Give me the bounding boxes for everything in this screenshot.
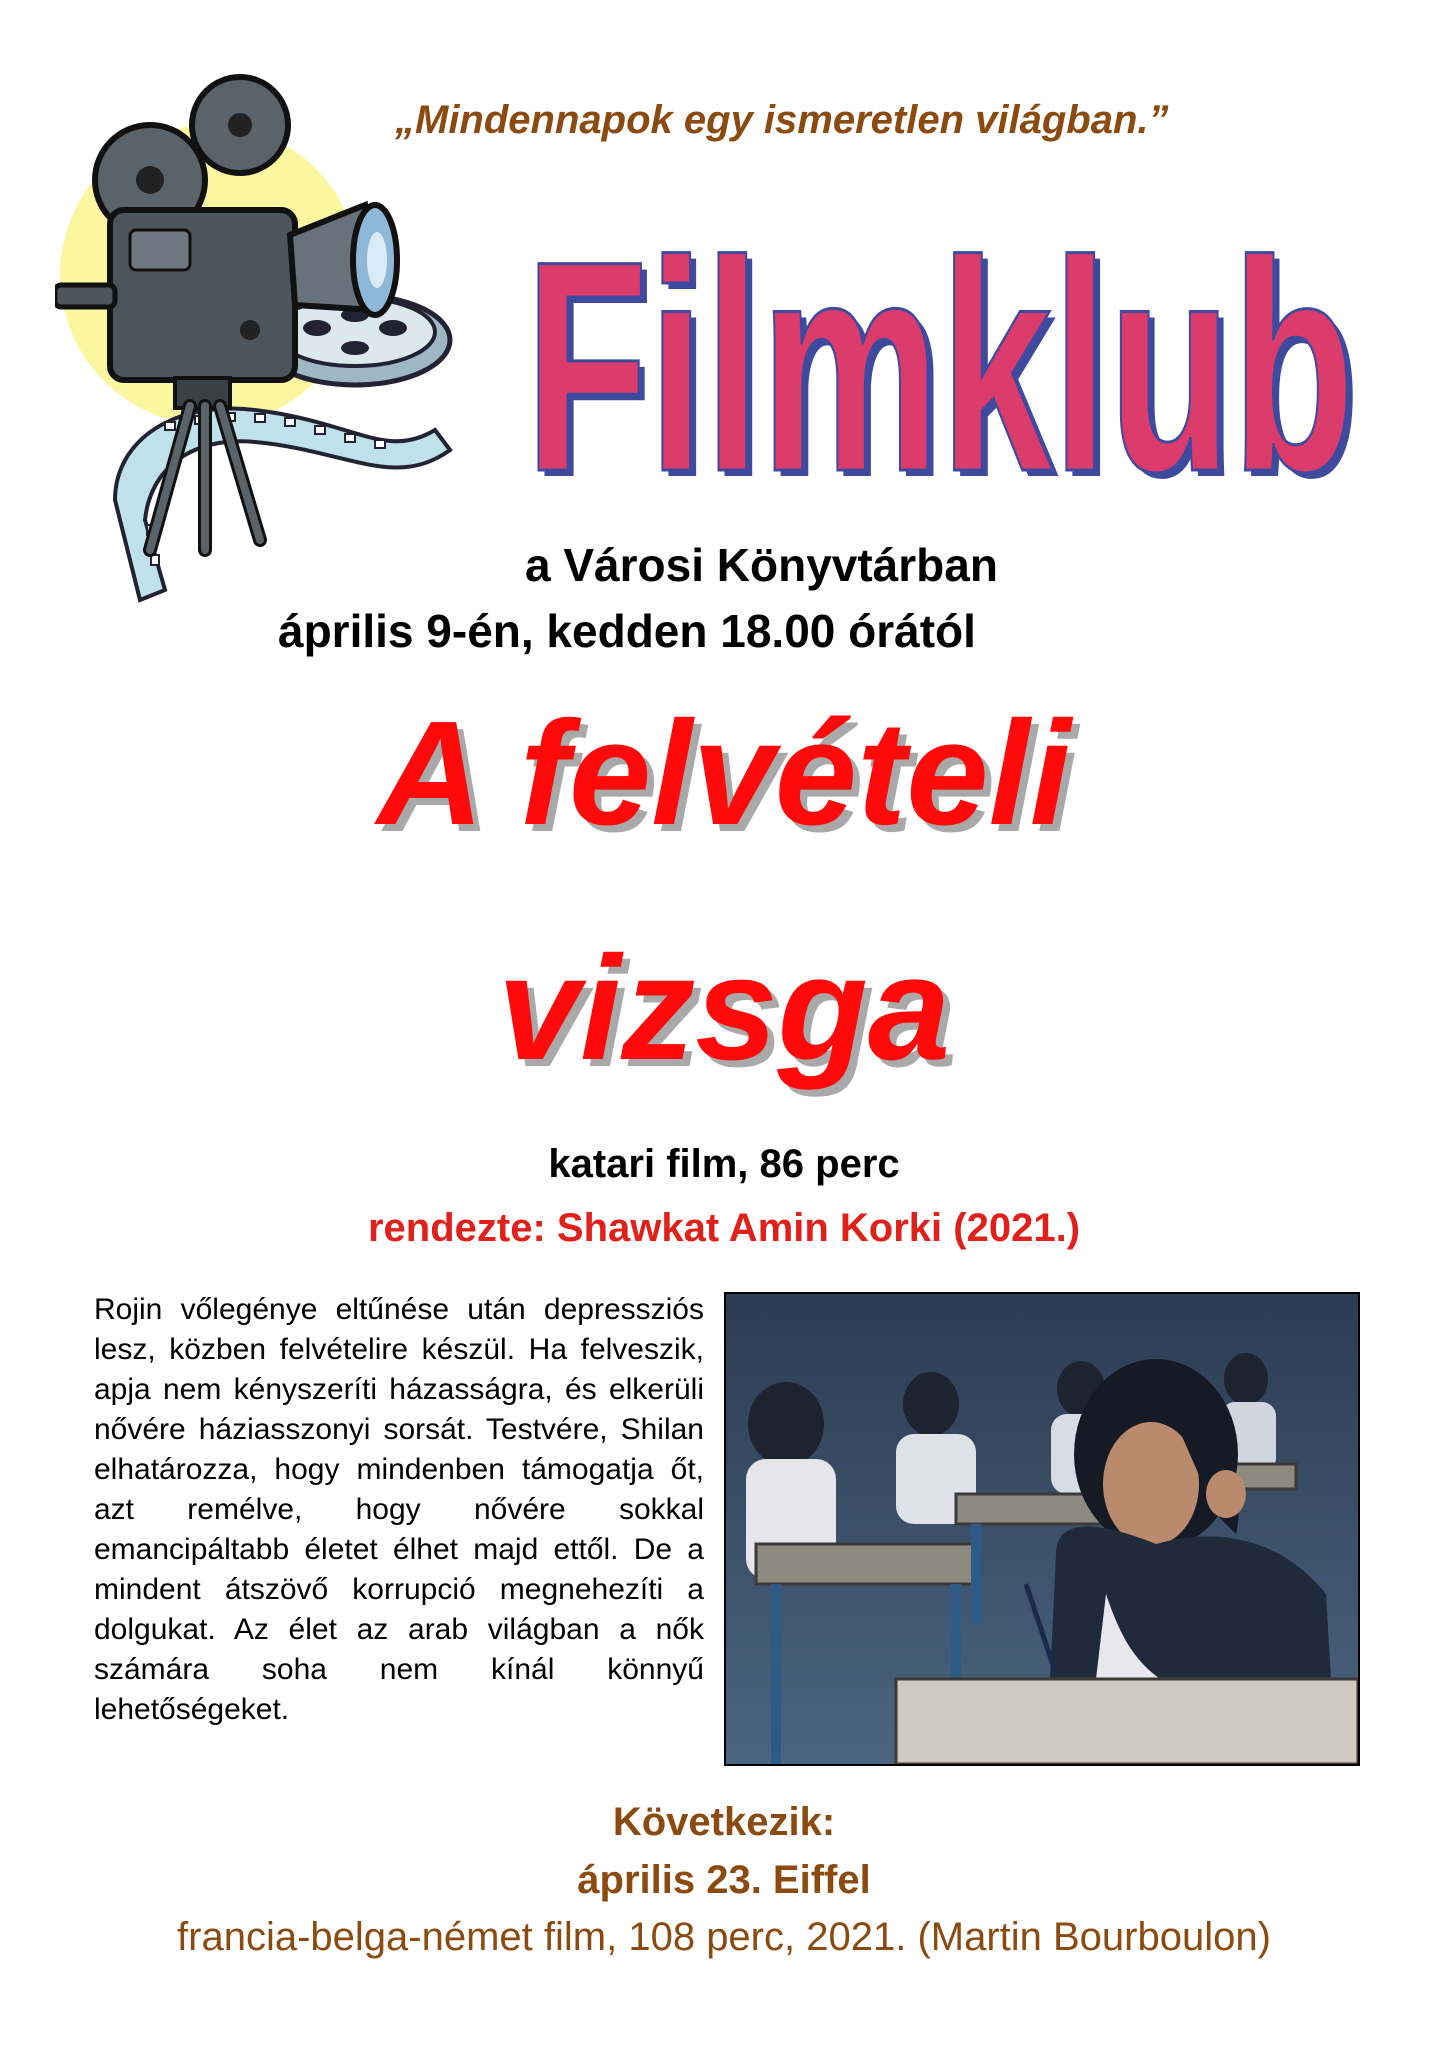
film-synopsis: Rojin vőlegénye eltűnése után depressziós lesz, közben felvételire készül. Ha felveszik, apja nem kényszeríti házasságra, és elkerüli nővére háziasszonyi sorsát. Testvére, Shilan elhatározza, hogy mindenben támogatja őt, azt remélve, hogy nővére sokkal emancipáltabb életet élhet majd ettől. De a mindent átszövő korrupció megnehezíti a dolgukat. Az élet az arab világban a nők számára soha nem kínál könnyű lehetőségeket. <box>94 1293 704 1726</box>
film-title-line1: A felvételi <box>377 691 1071 856</box>
film-director: rendezte: Shawkat Amin Korki (2021.) <box>367 1206 1081 1250</box>
venue-datetime: április 9-én, kedden 18.00 órától <box>278 605 976 657</box>
svg-text:Filmklub: Filmklub <box>531 204 1361 510</box>
venue-location: a Városi Könyvtárban <box>525 539 998 591</box>
next-screening-title: április 23. Eiffel <box>577 1858 871 1902</box>
club-title <box>500 170 1370 510</box>
next-screening-details: francia-belga-német film, 108 perc, 2021. (Martin Bourboulon) <box>177 1915 1271 1959</box>
film-still-image <box>724 1292 1360 1766</box>
film-info: katari film, 86 perc <box>548 1142 900 1186</box>
movie-camera-icon <box>55 70 455 630</box>
film-title-line2: vizsga <box>497 926 951 1091</box>
tagline: „Mindennapok egy ismeretlen világban.” <box>395 98 1169 142</box>
next-screening-label: Következik: <box>612 1800 836 1844</box>
club-title-text: Filmklub <box>525 198 1355 510</box>
